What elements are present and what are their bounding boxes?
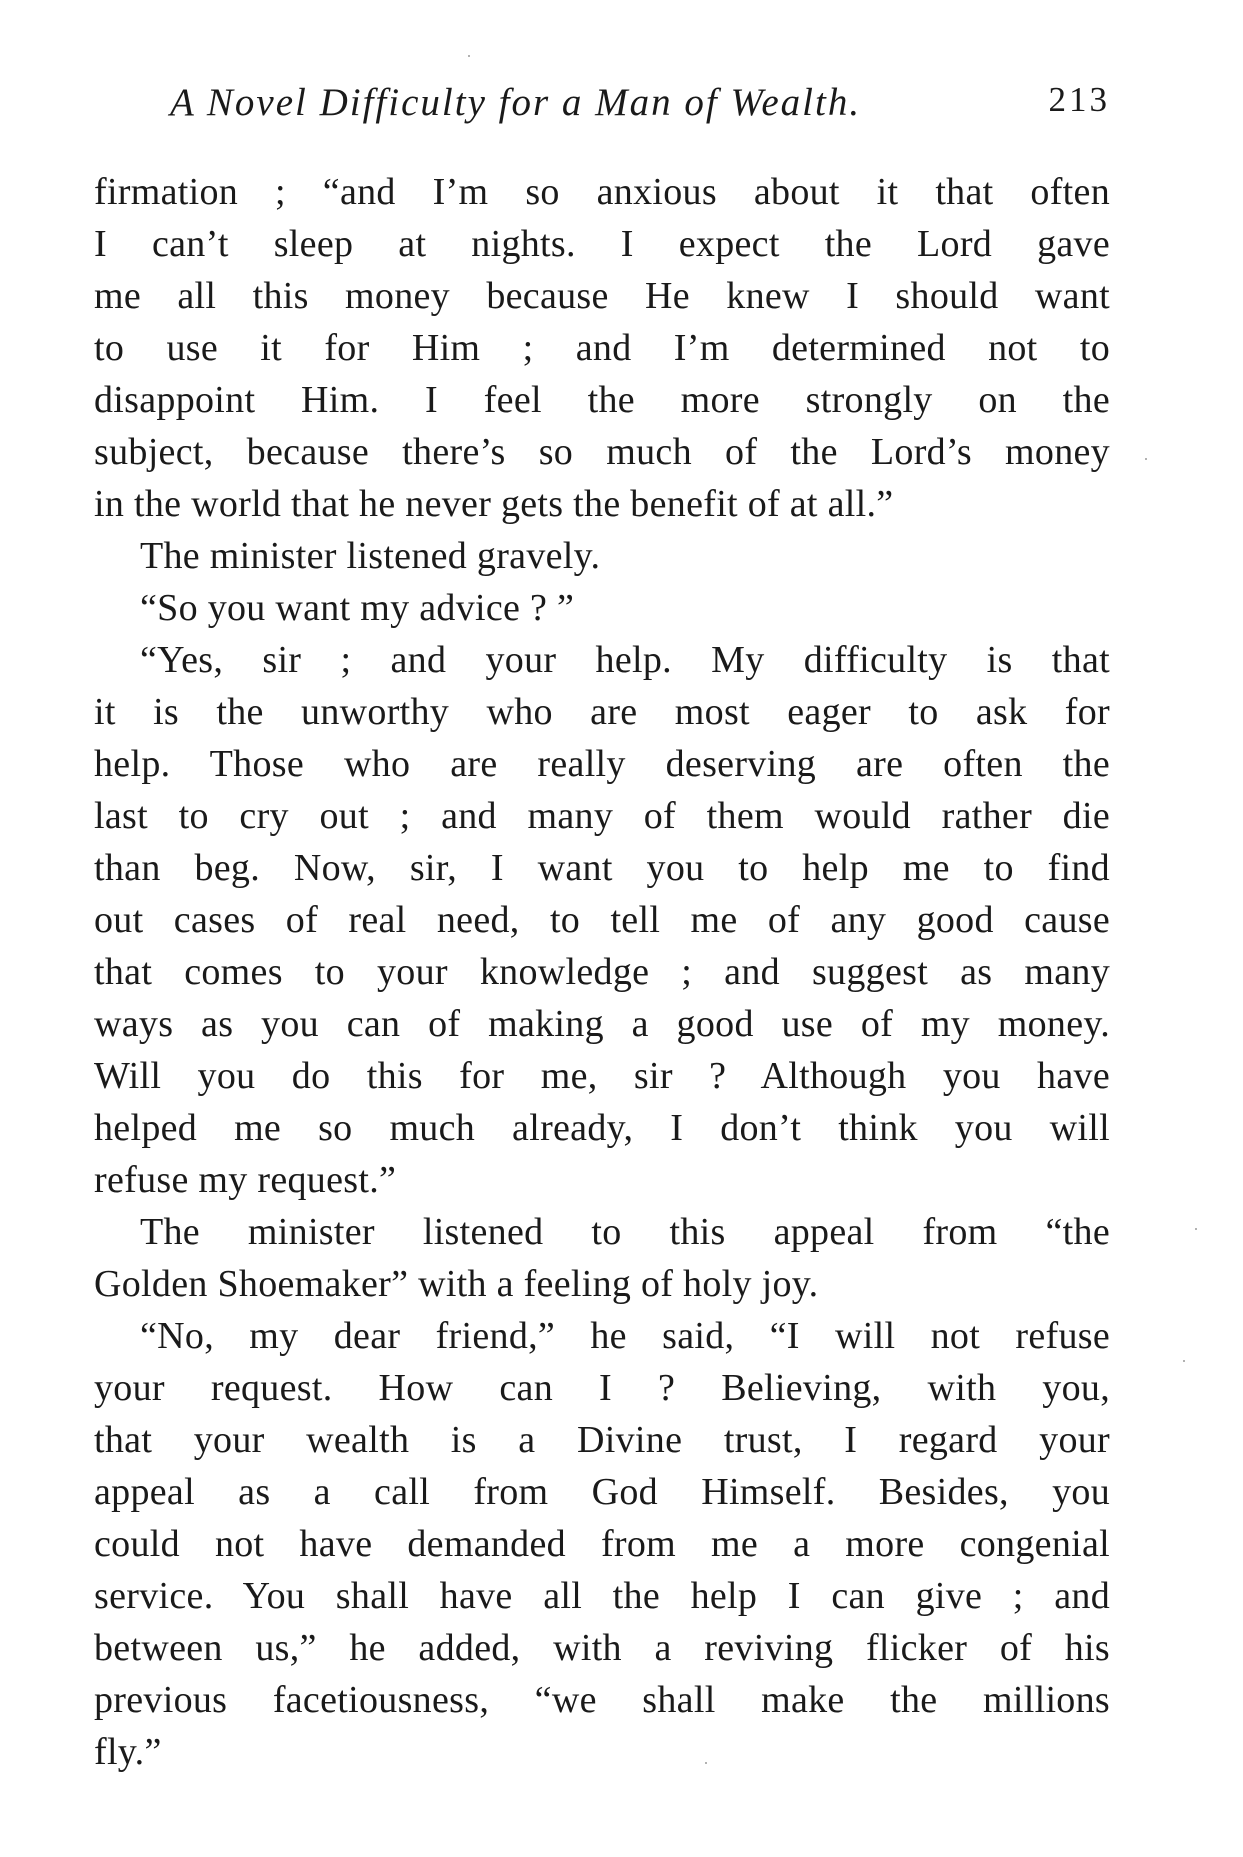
text-line: subject, because there’s so much of the Lord’s money <box>94 431 1110 473</box>
text-line: could not have demanded from me a more congenial <box>94 1523 1110 1565</box>
text-line: service. You shall have all the help I can give ; and <box>94 1575 1110 1617</box>
text-line: help. Those who are really deserving are often the <box>94 743 1110 785</box>
text-line: firmation ; “and I’m so anxious about it that often <box>94 171 1110 213</box>
paper-speck <box>1195 1228 1197 1230</box>
paper-speck <box>1145 458 1147 460</box>
running-head-title: A Novel Difficulty for a Man of Wealth. <box>170 81 862 124</box>
text-line: last to cry out ; and many of them would rather die <box>94 795 1110 837</box>
page-number: 213 <box>1048 80 1110 119</box>
body-text <box>94 166 1110 1778</box>
text-line: out cases of real need, to tell me of any good cause <box>94 899 1110 941</box>
text-line: The minister listened to this appeal from “the <box>140 1211 1110 1253</box>
text-line: I can’t sleep at nights. I expect the Lord gave <box>94 223 1110 265</box>
text-line: to use it for Him ; and I’m determined not to <box>94 327 1110 369</box>
text-line: previous facetiousness, “we shall make the millions <box>94 1679 1110 1721</box>
text-line: “Yes, sir ; and your help. My difficulty is that <box>140 639 1110 681</box>
text-line: that comes to your knowledge ; and suggest as many <box>94 951 1110 993</box>
text-line: appeal as a call from God Himself. Besides, you <box>94 1471 1110 1513</box>
text-line: The minister listened gravely. <box>140 535 601 577</box>
text-line: that your wealth is a Divine trust, I regard your <box>94 1419 1110 1461</box>
text-line: than beg. Now, sir, I want you to help me to find <box>94 847 1110 889</box>
text-line: it is the unworthy who are most eager to ask for <box>94 691 1110 733</box>
paper-speck <box>468 55 470 57</box>
paper-speck <box>1183 1360 1185 1362</box>
text-line: me all this money because He knew I should want <box>94 275 1110 317</box>
text-line: helped me so much already, I don’t think you will <box>94 1107 1110 1149</box>
text-line: “So you want my advice ? ” <box>140 587 575 629</box>
text-line: Will you do this for me, sir ? Although you have <box>94 1055 1110 1097</box>
text-line: ways as you can of making a good use of my money. <box>94 1003 1110 1045</box>
text-line: between us,” he added, with a reviving flicker of his <box>94 1627 1110 1669</box>
text-line: your request. How can I ? Believing, with you, <box>94 1367 1110 1409</box>
text-line: refuse my request.” <box>94 1159 397 1201</box>
running-head <box>170 80 1110 130</box>
text-line: Golden Shoemaker” with a feeling of holy joy. <box>94 1263 819 1305</box>
paper-speck <box>705 1762 707 1764</box>
text-line: in the world that he never gets the benefit of at all.” <box>94 483 894 525</box>
text-line: fly.” <box>94 1731 162 1773</box>
text-line: “No, my dear friend,” he said, “I will not refuse <box>140 1315 1110 1357</box>
text-line: disappoint Him. I feel the more strongly on the <box>94 379 1110 421</box>
